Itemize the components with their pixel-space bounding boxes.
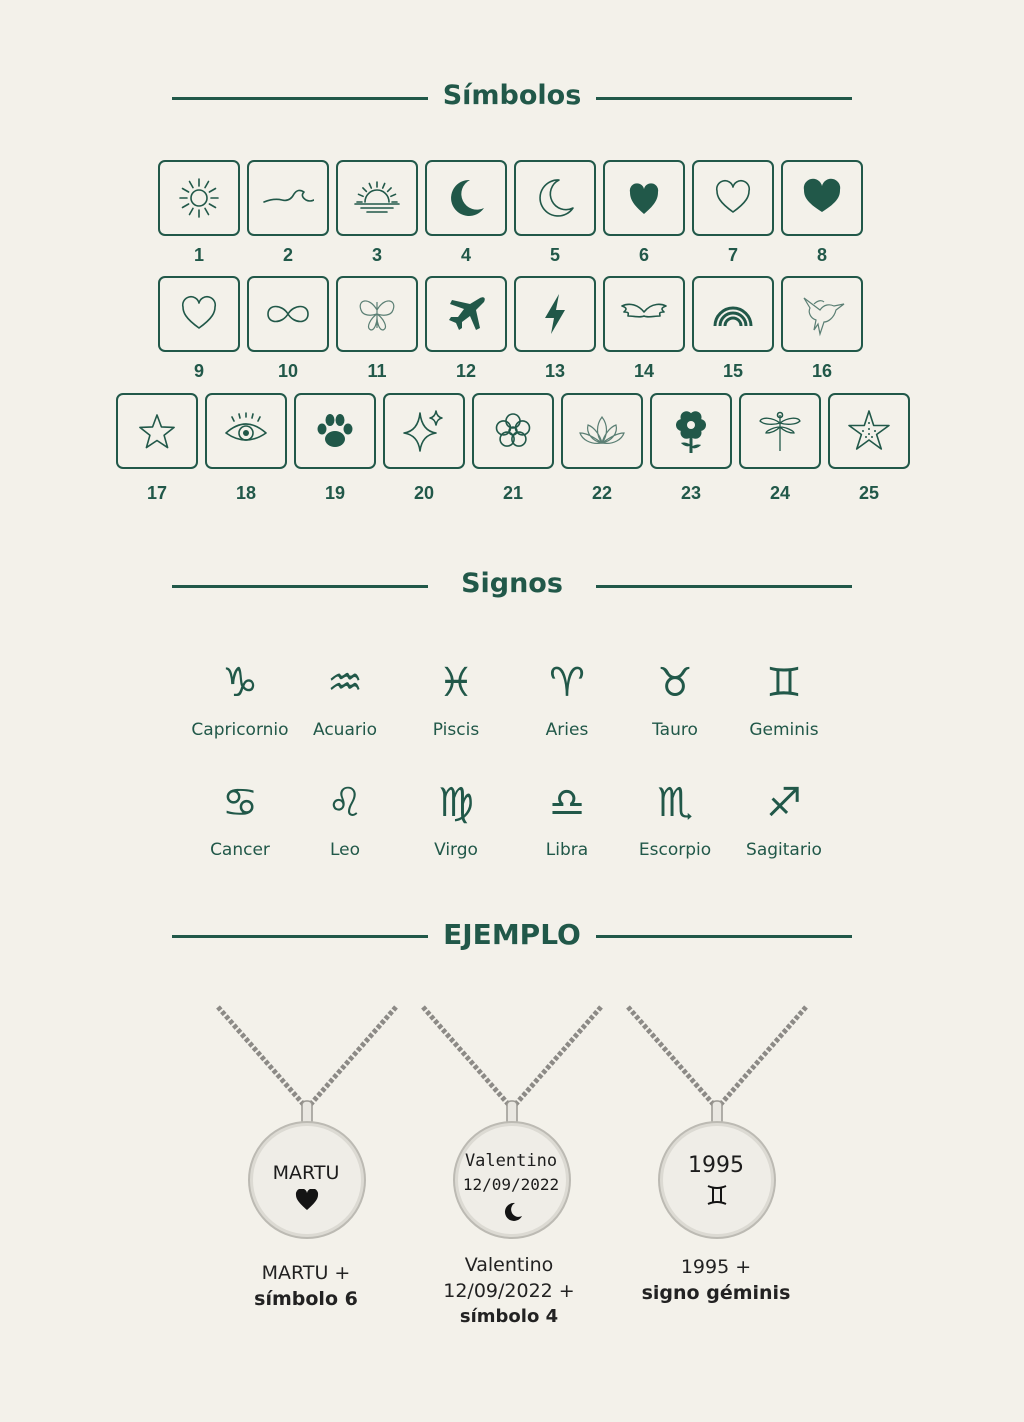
caption-bold: símbolo 6 (254, 1288, 358, 1310)
caption-line: MARTU + (261, 1262, 351, 1284)
zodiac-glyph: ♉ (657, 660, 693, 704)
symbol-option-24[interactable] (739, 393, 821, 469)
butterfly-icon (351, 288, 403, 340)
zodiac-label: Tauro (652, 720, 698, 740)
symbol-option-7[interactable] (692, 160, 774, 236)
zodiac-sign-escorpio[interactable] (620, 778, 730, 888)
symbol-option-10[interactable] (247, 276, 329, 352)
symbol-option-16[interactable] (781, 276, 863, 352)
zodiac-glyph: ♊ (766, 660, 802, 704)
flower-outline-icon (487, 405, 539, 457)
symbol-option-12[interactable] (425, 276, 507, 352)
zodiac-escorpio-icon (652, 778, 698, 824)
caption-line: 12/09/2022 + (443, 1280, 575, 1302)
symbol-number: 19 (324, 483, 346, 503)
zodiac-label: Leo (329, 840, 361, 860)
zodiac-sign-virgo[interactable] (401, 778, 511, 888)
caption-bold: signo géminis (641, 1282, 791, 1304)
necklace-chain-icon (206, 1005, 406, 1265)
symbol-option-3[interactable] (336, 160, 418, 236)
example-caption-1 (196, 1260, 416, 1312)
paw-icon (309, 405, 361, 457)
flower-filled-icon (665, 405, 717, 457)
zodiac-libra-icon (544, 778, 590, 824)
zodiac-label: Capricornio (191, 720, 289, 740)
zodiac-glyph: ♐ (766, 780, 802, 824)
wings-icon (618, 288, 670, 340)
zodiac-capricornio-icon (217, 658, 263, 704)
symbol-number: 18 (235, 483, 257, 503)
symbol-option-20[interactable] (383, 393, 465, 469)
zodiac-glyph: ♎ (549, 780, 585, 824)
symbol-number: 4 (460, 245, 471, 265)
heart-outline-icon (173, 288, 225, 340)
symbol-option-25[interactable] (828, 393, 910, 469)
wave-icon (262, 172, 314, 224)
gemini-icon (705, 1183, 729, 1207)
symbol-number: 20 (413, 483, 435, 503)
zodiac-sign-geminis[interactable] (729, 658, 839, 768)
zodiac-label: Sagitario (746, 840, 822, 860)
zodiac-sign-sagitario[interactable] (729, 778, 839, 888)
symbol-number: 10 (277, 361, 299, 381)
zodiac-glyph: ♓ (438, 660, 474, 704)
symbol-option-13[interactable] (514, 276, 596, 352)
symbol-option-1[interactable] (158, 160, 240, 236)
zodiac-acuario-icon (322, 658, 368, 704)
symbol-number: 12 (455, 361, 477, 381)
zodiac-sign-capricornio[interactable] (185, 658, 295, 768)
symbol-number: 5 (549, 245, 560, 265)
necklace-chain-icon (411, 1005, 611, 1265)
zodiac-tauro-icon (652, 658, 698, 704)
zodiac-glyph: ♑ (222, 660, 258, 704)
moon-outline-icon (529, 172, 581, 224)
symbol-number: 2 (282, 245, 293, 265)
zodiac-sign-libra[interactable] (512, 778, 622, 888)
necklace-example-3 (616, 1005, 816, 1265)
example-caption-3 (606, 1254, 826, 1306)
moon-filled-icon (440, 172, 492, 224)
symbol-option-21[interactable] (472, 393, 554, 469)
symbol-number: 21 (502, 483, 524, 503)
necklace-chain-icon (616, 1005, 816, 1265)
zodiac-glyph: ♌ (327, 780, 363, 824)
pendant-engraving-text: 1995 (688, 1153, 744, 1178)
zodiac-label: Virgo (434, 840, 478, 860)
moon-icon (501, 1201, 523, 1223)
heart-filled-icon (618, 172, 670, 224)
symbol-number: 11 (367, 361, 387, 381)
necklace-example-2 (411, 1005, 611, 1265)
zodiac-label: Piscis (432, 720, 480, 740)
zodiac-label: Acuario (313, 720, 377, 740)
symbol-number: 14 (633, 361, 655, 381)
zodiac-cancer-icon (217, 778, 263, 824)
eye-icon (220, 405, 272, 457)
dragonfly-icon (754, 405, 806, 457)
symbol-option-23[interactable] (650, 393, 732, 469)
symbol-number: 24 (769, 483, 791, 503)
zodiac-sagitario-icon (761, 778, 807, 824)
zodiac-label: Aries (545, 720, 589, 740)
necklace-example-1 (206, 1005, 406, 1265)
starfish-icon (843, 405, 895, 457)
airplane-icon (440, 288, 492, 340)
pendant-engraving-text: Valentino (464, 1151, 558, 1171)
divider-right (596, 935, 852, 938)
symbol-number: 17 (146, 483, 168, 503)
symbol-option-17[interactable] (116, 393, 198, 469)
symbol-option-4[interactable] (425, 160, 507, 236)
heart-filled-wide-icon (796, 172, 848, 224)
zodiac-sign-aries[interactable] (512, 658, 622, 768)
caption-line: 1995 + (680, 1256, 752, 1278)
heart-icon (295, 1189, 319, 1211)
symbol-number: 15 (722, 361, 744, 381)
zodiac-glyph: ♏ (657, 780, 693, 824)
zodiac-glyph: ♋ (222, 780, 258, 824)
zodiac-glyph: ♍ (438, 780, 474, 824)
symbol-number: 3 (371, 245, 382, 265)
symbol-number: 6 (638, 245, 649, 265)
zodiac-label: Libra (545, 840, 589, 860)
zodiac-piscis-icon (433, 658, 479, 704)
pendant-engraving-text: MARTU (272, 1162, 340, 1184)
section-title-ejemplo: EJEMPLO (443, 918, 581, 951)
zodiac-label: Geminis (749, 720, 819, 740)
symbol-number: 22 (591, 483, 613, 503)
symbol-option-9[interactable] (158, 276, 240, 352)
zodiac-aries-icon (544, 658, 590, 704)
symbol-number: 13 (544, 361, 566, 381)
infinity-icon (262, 288, 314, 340)
sun-icon (173, 172, 225, 224)
symbol-option-18[interactable] (205, 393, 287, 469)
zodiac-label: Escorpio (638, 840, 712, 860)
caption-line: Valentino (464, 1254, 554, 1276)
caption-bold: símbolo 4 (459, 1306, 559, 1327)
symbol-option-15[interactable] (692, 276, 774, 352)
sunset-icon (351, 172, 403, 224)
symbol-number: 25 (858, 483, 880, 503)
symbol-number: 16 (811, 361, 833, 381)
star-icon (131, 405, 183, 457)
zodiac-sign-piscis[interactable] (401, 658, 511, 768)
zodiac-virgo-icon (433, 778, 479, 824)
symbol-option-5[interactable] (514, 160, 596, 236)
symbol-number: 23 (680, 483, 702, 503)
hummingbird-icon (796, 288, 848, 340)
pendant-engraving-date: 12/09/2022 (462, 1175, 560, 1194)
heart-outline-icon (707, 172, 759, 224)
symbol-option-8[interactable] (781, 160, 863, 236)
zodiac-geminis-icon (761, 658, 807, 704)
symbol-option-19[interactable] (294, 393, 376, 469)
zodiac-sign-acuario[interactable] (290, 658, 400, 768)
divider-right (596, 97, 852, 100)
zodiac-glyph: ♒ (327, 660, 363, 704)
symbol-number: 9 (193, 361, 204, 381)
symbol-number: 7 (727, 245, 738, 265)
symbol-option-11[interactable] (336, 276, 418, 352)
sparkle-icon (398, 405, 450, 457)
zodiac-sign-leo[interactable] (290, 778, 400, 888)
symbol-option-14[interactable] (603, 276, 685, 352)
example-caption-2 (399, 1252, 619, 1330)
section-title-simbolos: Símbolos (442, 80, 582, 111)
zodiac-leo-icon (322, 778, 368, 824)
rainbow-icon (707, 288, 759, 340)
divider-right (596, 585, 852, 588)
symbol-option-2[interactable] (247, 160, 329, 236)
zodiac-label: Cancer (210, 840, 270, 860)
zodiac-sign-cancer[interactable] (185, 778, 295, 888)
lotus-icon (576, 405, 628, 457)
symbol-option-6[interactable] (603, 160, 685, 236)
symbol-number: 8 (816, 245, 827, 265)
symbol-number: 1 (193, 245, 204, 265)
zodiac-sign-tauro[interactable] (620, 658, 730, 768)
lightning-icon (529, 288, 581, 340)
symbol-option-22[interactable] (561, 393, 643, 469)
section-title-signos: Signos (461, 568, 563, 599)
zodiac-glyph: ♈ (549, 660, 585, 704)
